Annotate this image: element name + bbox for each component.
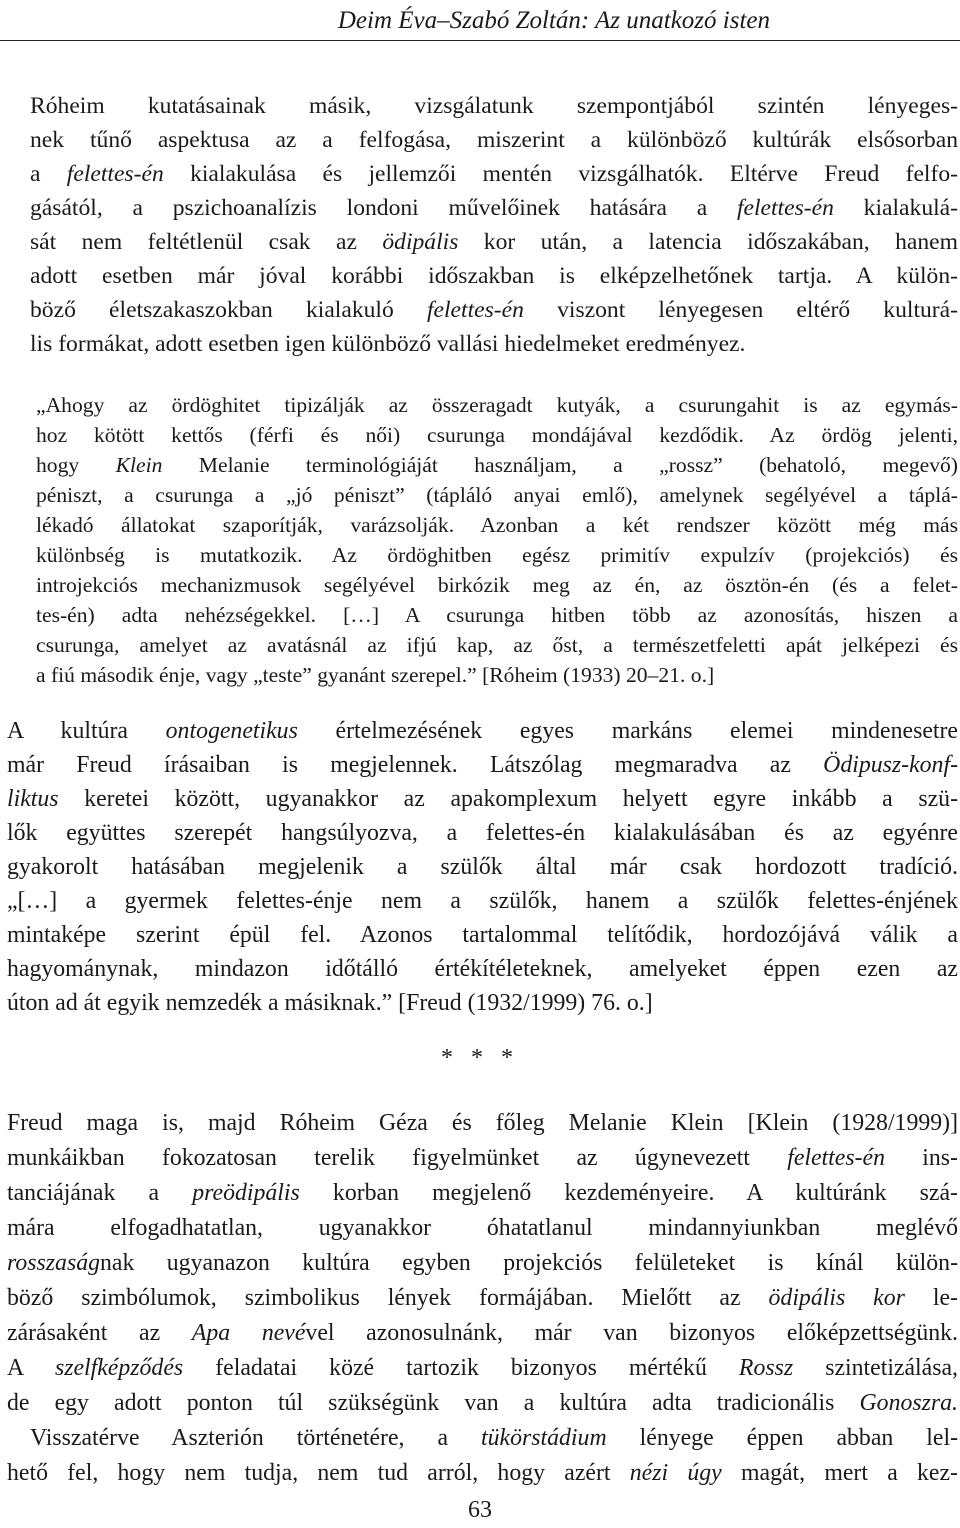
running-header xyxy=(0,2,960,41)
text-line: úton ad át egyik nemzedék a másiknak.” [Freud (1932/1999) 76. o.] xyxy=(7,990,653,1016)
text-line: adott esetben már jóval korábbi időszakban is elképzelhetőnek tartja. A külön- xyxy=(30,263,958,289)
text-line: zárásaként az Apa nevével azonosulnánk, már van bizonyos előképzettségünk. xyxy=(7,1320,958,1346)
text-line: Visszatérve Aszterión történetére, a tükörstádium lényege éppen abban lel- xyxy=(30,1425,958,1451)
text-line: péniszt, a csurunga a „jó péniszt” (tápláló anyai emlő), amelynek segélyével a táplá- xyxy=(36,483,958,507)
text-line: hagyománynak, mindazon időtálló értékítéleteknek, amelyeket éppen ezen az xyxy=(7,956,958,982)
text-line: introjekciós mechanizmusok segélyével birkózik meg az én, az ösztön-én (és a felet- xyxy=(36,573,958,597)
text-line: lők együttes szerepét hangsúlyozva, a felettes-én kialakulásában és az egyénre xyxy=(7,820,958,846)
page-number: 63 xyxy=(468,1497,492,1523)
text-line: „[…] a gyermek felettes-énje nem a szülők, hanem a szülők felettes-énjének xyxy=(7,888,958,914)
text-line: Freud maga is, majd Róheim Géza és főleg Melanie Klein [Klein (1928/1999)] xyxy=(7,1110,958,1136)
text-line: nek tűnő aspektusa az a felfogása, miszerint a különböző kultúrák elsősorban xyxy=(30,127,958,153)
text-line: már Freud írásaiban is megjelennek. Látszólag megmaradva az Ödipusz-konf- xyxy=(7,752,958,778)
text-line: „Ahogy az ördöghitet tipizálják az összeragadt kutyák, a csurungahit is az egymás- xyxy=(36,393,958,417)
text-line: a felettes-én kialakulása és jellemzői mentén vizsgálhatók. Eltérve Freud felfo- xyxy=(30,161,958,187)
text-line: rosszaságnak ugyanazon kultúra egyben projekciós felületeket is kínál külön- xyxy=(7,1250,958,1276)
section-separator: * * * xyxy=(441,1045,519,1071)
text-line: böző életszakaszokban kialakuló felettes-én viszont lényegesen eltérő kulturá- xyxy=(30,297,958,323)
text-line: munkáikban fokozatosan terelik figyelmünket az úgynevezett felettes-én ins- xyxy=(7,1145,958,1171)
text-line: mintaképe szerint épül fel. Azonos tartalommal telítődik, hordozójává válik a xyxy=(7,922,958,948)
text-line: hető fel, hogy nem tudja, nem tud arról, hogy azért nézi úgy magát, mert a kez- xyxy=(7,1460,958,1486)
text-line: hogy Klein Melanie terminológiáját használjam, a „rossz” (behatoló, megevő) xyxy=(36,453,958,477)
text-line: mára elfogadhatatlan, ugyanakkor óhatatlanul mindannyiunkban meglévő xyxy=(7,1215,958,1241)
text-line: csurunga, amelyet az avatásnál az ifjú kap, az őst, a természetfeletti apát jelképezi és xyxy=(36,633,958,657)
text-line: gásától, a pszichoanalízis londoni művelőinek hatására a felettes-én kialakulá- xyxy=(30,195,959,221)
running-title: Deim Éva–Szabó Zoltán: Az unatkozó isten xyxy=(337,7,770,34)
text-line: sát nem feltétlenül csak az ödipális kor után, a latencia időszakában, hanem xyxy=(30,229,958,255)
text-line: tes-én) adta nehézségekkel. […] A csurunga hitben több az azonosítás, hiszen a xyxy=(36,603,958,627)
text-line: A kultúra ontogenetikus értelmezésének egyes markáns elemei mindenesetre xyxy=(7,718,958,744)
text-line: tanciájának a preödipális korban megjelenő kezdeményeire. A kultúránk szá- xyxy=(7,1180,958,1206)
text-line: hoz kötött kettős (férfi és női) csurunga mondájával kezdődik. Az ördög jelenti, xyxy=(36,423,958,447)
text-line: A szelfképződés feladatai közé tartozik bizonyos mértékű Rossz szintetizálása, xyxy=(7,1355,958,1381)
text-line: különbség is mutatkozik. Az ördöghitben egész primitív expulzív (projekciós) és xyxy=(36,543,958,567)
text-line: de egy adott ponton túl szükségünk van a kultúra adta tradicionális Gonoszra. xyxy=(7,1390,958,1416)
text-line: a fiú második énje, vagy „teste” gyanánt szerepel.” [Róheim (1933) 20–21. o.] xyxy=(36,663,715,687)
text-line: Róheim kutatásainak másik, vizsgálatunk szempontjából szintén lényeges- xyxy=(30,93,958,119)
text-line: lékadó állatokat szaporítják, varázsolják. Azonban a két rendszer között még más xyxy=(36,513,958,537)
text-line: gyakorolt hatásában megjelenik a szülők által már csak hordozott tradíció. xyxy=(7,854,958,880)
text-line: liktus keretei között, ugyanakkor az apakomplexum helyett egyre inkább a szü- xyxy=(7,786,958,812)
text-line: böző szimbólumok, szimbolikus lények formájában. Mielőtt az ödipális kor le- xyxy=(7,1285,958,1311)
text-line: lis formákat, adott esetben igen különböző vallási hiedelmeket eredményez. xyxy=(30,331,746,357)
